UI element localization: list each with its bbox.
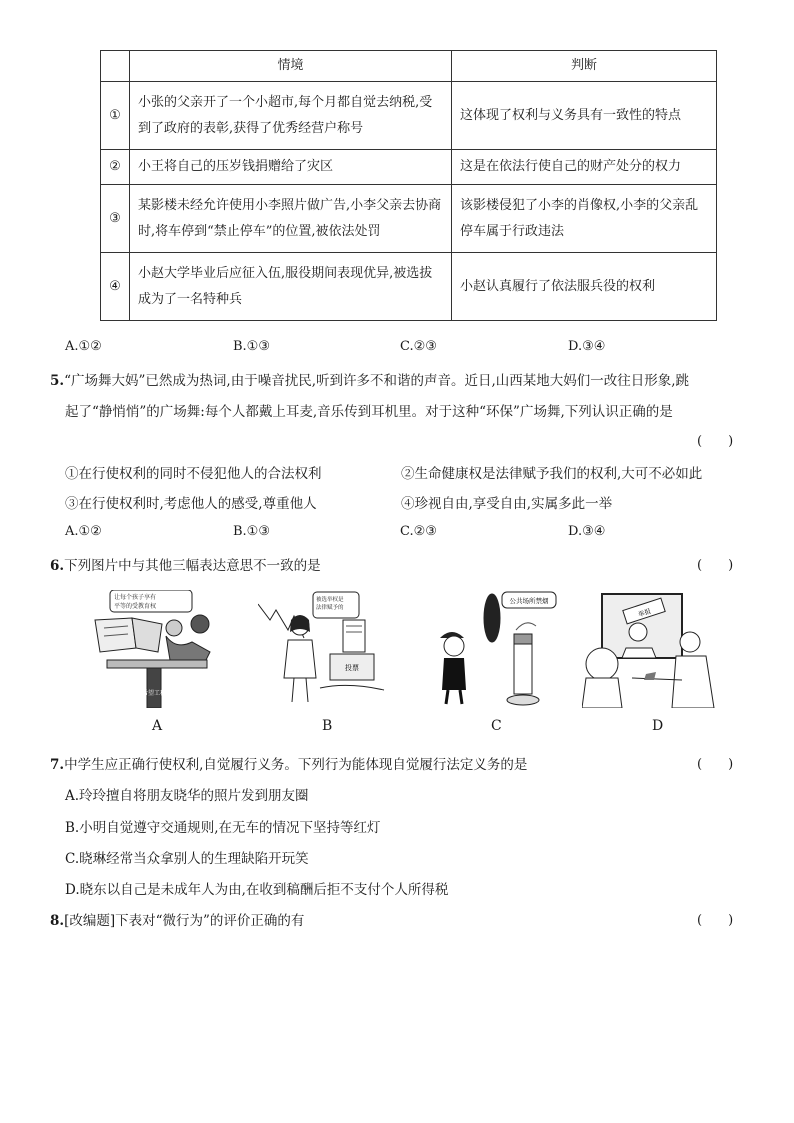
q5-option-c[interactable]: C.②③	[400, 524, 437, 539]
picture-d-screen-text: 举报	[637, 607, 653, 619]
table-row	[101, 82, 717, 150]
q7-option-c[interactable]: C.晓琳经常当众拿别人的生理缺陷开玩笑	[65, 851, 309, 867]
row-number: ②	[101, 150, 130, 185]
picture-a-caption: A	[152, 718, 163, 734]
q5-text-1: “广场舞大妈”已然成为热词,由于噪音扰民,听到许多不和谐的声音。近日,山西某地大妈们一改往日形象,跳	[64, 373, 690, 389]
table-corner	[101, 51, 130, 82]
q5-number: 5.	[50, 373, 65, 389]
row-judgment: 小赵认真履行了依法服兵役的权利	[452, 253, 717, 321]
q4-option-b[interactable]: B.①③	[233, 339, 270, 354]
q7-text: 中学生应正确行使权利,自觉履行义务。下列行为能体现自觉履行法定义务的是	[64, 757, 528, 773]
q8-answer-blank[interactable]: ( )	[697, 913, 734, 928]
q7-option-a[interactable]: A.玲玲擅自将朋友晓华的照片发到朋友圈	[65, 788, 309, 804]
row-judgment: 这体现了权利与义务具有一致性的特点	[452, 82, 717, 150]
row-judgment: 这是在依法行使自己的财产处分的权力	[452, 150, 717, 185]
picture-c-bubble-text: 公共场所禁烟	[509, 597, 549, 605]
picture-c-caption: C	[491, 718, 502, 734]
q7-stem	[50, 753, 527, 773]
row-situation: 某影楼未经允许使用小李照片做广告,小李父亲去协商时,将车停到“禁止停车”的位置,被依法处罚	[130, 185, 452, 253]
q8-stem	[50, 909, 304, 929]
q4-option-d[interactable]: D.③④	[568, 339, 606, 354]
picture-b-sign-text: 投票	[345, 664, 359, 672]
q5-stem-line2: 起了“静悄悄”的广场舞:每个人都戴上耳麦,音乐传到耳机里。对于这种“环保”广场舞,下列认识正确的是	[65, 404, 673, 420]
q5-option-d[interactable]: D.③④	[568, 524, 606, 539]
q5-answer-blank[interactable]: ( )	[697, 434, 734, 449]
picture-b-bubble-text: 被选举权是法律赋予的	[316, 597, 344, 611]
picture-a-pole-text: 希望工程	[141, 690, 167, 697]
q6-picture-c[interactable]	[430, 590, 560, 708]
q6-text: 下列图片中与其他三幅表达意思不一致的是	[64, 558, 321, 574]
row-judgment: 该影楼侵犯了小李的肖像权,小李的父亲乱停车属于行政违法	[452, 185, 717, 253]
table-header-situation: 情境	[130, 51, 452, 82]
row-situation: 小赵大学毕业后应征入伍,服役期间表现优异,被选拔成为了一名特种兵	[130, 253, 452, 321]
q6-answer-blank[interactable]: ( )	[697, 558, 734, 573]
row-situation: 小张的父亲开了一个小超市,每个月都自觉去纳税,受到了政府的表彰,获得了优秀经营户称号	[130, 82, 452, 150]
q7-number: 7.	[50, 757, 65, 773]
q8-number: 8.	[50, 913, 65, 929]
q6-picture-b[interactable]	[258, 590, 388, 708]
table-header-row	[101, 51, 717, 82]
q5-item-4: ④珍视自由,享受自由,实属多此一举	[401, 496, 613, 512]
picture-d-caption: D	[652, 718, 664, 734]
q6-picture-d[interactable]	[582, 590, 722, 708]
row-number: ①	[101, 82, 130, 150]
table-row	[101, 253, 717, 321]
picture-b-caption: B	[322, 718, 333, 734]
q5-item-1: ①在行使权利的同时不侵犯他人的合法权利	[65, 466, 322, 482]
row-number: ③	[101, 185, 130, 253]
q7-answer-blank[interactable]: ( )	[697, 757, 734, 772]
table-header-judgment: 判断	[452, 51, 717, 82]
q4-option-c[interactable]: C.②③	[400, 339, 437, 354]
q5-item-2: ②生命健康权是法律赋予我们的权利,大可不必如此	[401, 466, 703, 482]
row-situation: 小王将自己的压岁钱捐赠给了灾区	[130, 150, 452, 185]
q5-option-b[interactable]: B.①③	[233, 524, 270, 539]
question-table	[100, 50, 717, 321]
table-row	[101, 150, 717, 185]
table-row	[101, 185, 717, 253]
row-number: ④	[101, 253, 130, 321]
q6-picture-a[interactable]	[92, 590, 222, 708]
q5-option-a[interactable]: A.①②	[65, 524, 102, 539]
q6-stem	[50, 554, 321, 574]
q7-option-d[interactable]: D.晓东以自己是未成年人为由,在收到稿酬后拒不支付个人所得税	[65, 882, 449, 898]
q5-item-3: ③在行使权利时,考虑他人的感受,尊重他人	[65, 496, 317, 512]
q8-text: [改编题]下表对“微行为”的评价正确的有	[64, 913, 305, 929]
q4-option-a[interactable]: A.①②	[65, 339, 102, 354]
q5-stem-line1	[50, 369, 689, 389]
q6-number: 6.	[50, 558, 65, 574]
q7-option-b[interactable]: B.小明自觉遵守交通规则,在无车的情况下坚持等红灯	[65, 820, 381, 836]
picture-a-bubble-text: 让每个孩子享有平等的受教育权	[114, 594, 157, 610]
